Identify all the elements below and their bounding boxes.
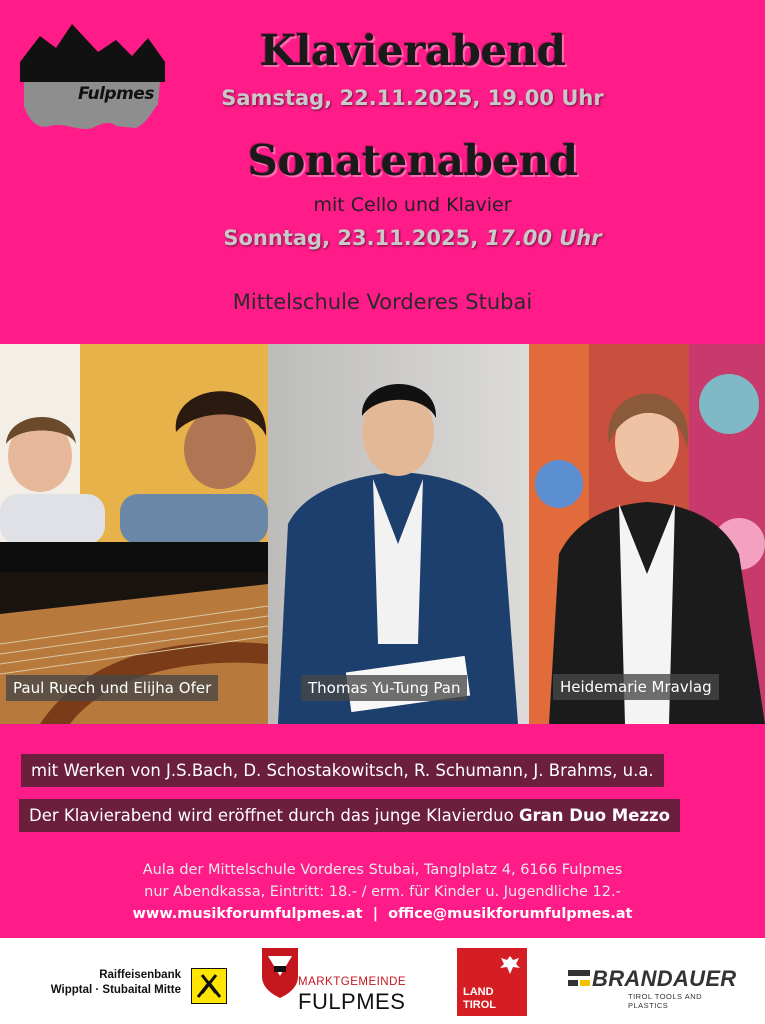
photo-cellist — [529, 344, 765, 724]
opening-banner — [19, 799, 680, 832]
brandauer-sub: TIROL TOOLS AND PLASTICS — [628, 992, 703, 1010]
contact-line[interactable]: www.musikforumfulpmes.at | office@musikforumfulpmes.at — [132, 906, 633, 922]
event1-date: Samstag, 22.11.2025, 19.00 Uhr — [221, 86, 604, 110]
photo-piano-duo-image — [0, 344, 268, 724]
event1-title: Klavierabend — [259, 26, 566, 75]
raiffeisen-gable-icon — [191, 968, 227, 1004]
event2-title: Sonatenabend — [247, 136, 578, 185]
caption-cellist: Heidemarie Mravlag — [553, 674, 719, 700]
marktgemeinde-fulpmes-logo — [260, 946, 420, 1016]
photo-cellist-image — [529, 344, 765, 724]
photo-strip — [0, 344, 765, 724]
event2-time: 17.00 Uhr — [485, 226, 602, 250]
brandauer-name: BRANDAUER — [592, 966, 737, 991]
raiffeisen-name: Raiffeisenbank — [99, 969, 181, 981]
program-banner: mit Werken von J.S.Bach, D. Schostakowitsch, R. Schumann, J. Brahms, u.a. — [21, 754, 664, 787]
logo-text-musikforum: MusikForum — [26, 66, 138, 86]
event2-date — [30, 226, 765, 250]
venue-title: Mittelschule Vorderes Stubai — [232, 290, 533, 314]
brandauer-mark-icon — [568, 968, 590, 990]
logo-text-fulpmes: Fulpmes — [78, 84, 154, 104]
tirol-line2: TIROL — [463, 999, 496, 1011]
sponsor-strip — [0, 938, 765, 1024]
raiffeisen-logo — [22, 968, 227, 1008]
event2-date-prefix: Sonntag, 23.11.2025, — [223, 226, 486, 250]
caption-piano-duo: Paul Ruech und Elijha Ofer — [6, 675, 218, 701]
tickets-line: nur Abendkassa, Eintritt: 18.- / erm. für Kinder u. Jugendliche 12.- — [144, 884, 621, 900]
caption-pianist: Thomas Yu-Tung Pan — [301, 675, 467, 701]
fulpmes-marktgemeinde-text: MARKTGEMEINDE — [298, 976, 407, 988]
tirol-line1: LAND — [463, 986, 494, 998]
event2-subtitle: mit Cello und Klavier — [313, 194, 512, 216]
photo-piano-duo — [0, 344, 268, 724]
fulpmes-crest-icon — [260, 946, 300, 998]
land-tirol-logo — [457, 948, 527, 1016]
opening-text: Der Klavierabend wird eröffnet durch das junge Klavierduo — [29, 806, 519, 825]
brandauer-logo — [568, 966, 743, 1010]
opening-duo-name: Gran Duo Mezzo — [518, 806, 670, 825]
photo-pianist — [268, 344, 529, 724]
tirol-eagle-icon — [499, 954, 521, 976]
photo-pianist-image — [268, 344, 529, 724]
address-line: Aula der Mittelschule Vorderes Stubai, Tanglplatz 4, 6166 Fulpmes — [142, 862, 623, 878]
fulpmes-name-text: FULPMES — [298, 989, 406, 1014]
raiffeisen-sub: Wipptal · Stubaital Mitte — [50, 984, 181, 996]
